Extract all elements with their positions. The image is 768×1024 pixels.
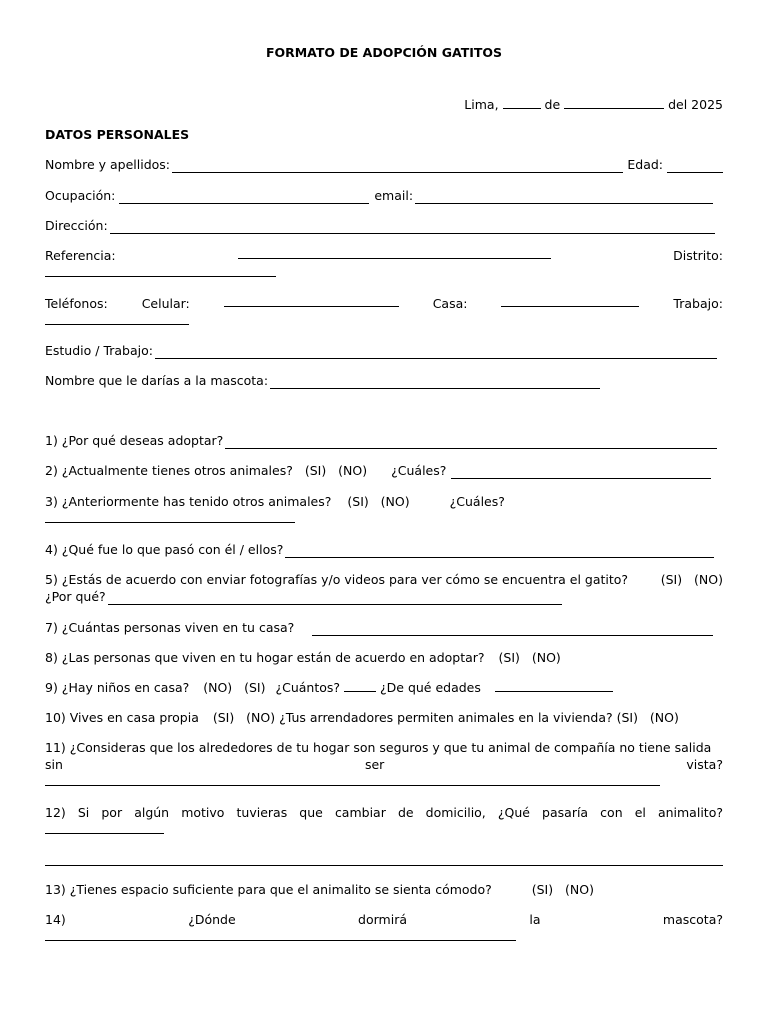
reference-district-line: Referencia: Distrito: xyxy=(45,248,723,263)
question-14: 14) ¿Dónde dormirá la mascota? xyxy=(45,912,723,927)
question-3: 3) ¿Anteriormente has tenido otros animales? (SI) (NO) ¿Cuáles? xyxy=(45,494,505,509)
name-field[interactable] xyxy=(172,161,623,173)
q12-answer-field-2[interactable] xyxy=(45,854,723,866)
q12-answer-line-2 xyxy=(45,853,723,870)
district-line xyxy=(45,264,723,281)
q2-which-field[interactable] xyxy=(451,467,711,479)
question-2: 2) ¿Actualmente tienes otros animales? (SI) (NO) ¿Cuáles? xyxy=(45,462,711,479)
q5-why-line: ¿Por qué? xyxy=(45,588,562,605)
q3-answer-line xyxy=(45,510,723,527)
question-10: 10) Vives en casa propia (SI) (NO) ¿Tus arrendadores permiten animales en la vivienda? (SI) (NO) xyxy=(45,710,679,725)
q7-answer-field[interactable] xyxy=(312,624,713,636)
pet-name-line: Nombre que le darías a la mascota: xyxy=(45,372,600,389)
mobile-field[interactable] xyxy=(224,295,399,307)
question-5: 5) ¿Estás de acuerdo con enviar fotografías y/o videos para ver cómo se encuentra el gatito? (SI) (NO) xyxy=(45,572,723,587)
question-9: 9) ¿Hay niños en casa? (NO) (SI) ¿Cuántos? ¿De qué edades xyxy=(45,679,723,696)
district-field[interactable] xyxy=(45,265,276,277)
occupation-email-line: Ocupación: email: xyxy=(45,187,713,204)
q9-count-field[interactable] xyxy=(344,680,376,692)
day-blank[interactable] xyxy=(503,97,541,109)
age-field[interactable] xyxy=(667,161,723,173)
q5-why-field[interactable] xyxy=(108,593,562,605)
study-work-line: Estudio / Trabajo: xyxy=(45,342,717,359)
q11-answer-line xyxy=(45,773,723,790)
question-4: 4) ¿Qué fue lo que pasó con él / ellos? xyxy=(45,541,714,558)
date-line: Lima, de del 2025 xyxy=(464,97,723,112)
question-8: 8) ¿Las personas que viven en tu hogar están de acuerdo en adoptar? (SI) (NO) xyxy=(45,650,561,665)
question-12: 12) Si por algún motivo tuvieras que cambiar de domicilio, ¿Qué pasaría con el animalito? xyxy=(45,805,723,820)
q14-answer-field[interactable] xyxy=(45,929,516,941)
q11-answer-field[interactable] xyxy=(45,774,660,786)
name-age-line: Nombre y apellidos: Edad: xyxy=(45,156,723,173)
question-1: 1) ¿Por qué deseas adoptar? xyxy=(45,432,717,449)
pet-name-field[interactable] xyxy=(270,377,600,389)
address-field[interactable] xyxy=(110,222,715,234)
work-phone-field[interactable] xyxy=(45,313,189,325)
work-phone-line xyxy=(45,312,723,329)
address-line: Dirección: xyxy=(45,217,715,234)
question-13: 13) ¿Tienes espacio suficiente para que el animalito se sienta cómodo? (SI) (NO) xyxy=(45,882,594,897)
occupation-field[interactable] xyxy=(119,192,369,204)
email-field[interactable] xyxy=(415,192,713,204)
q9-ages-field[interactable] xyxy=(495,680,613,692)
reference-field[interactable] xyxy=(238,247,551,259)
q1-answer-field[interactable] xyxy=(225,437,717,449)
section-personal-data: DATOS PERSONALES xyxy=(45,127,190,142)
q12-answer-line-1 xyxy=(45,821,723,838)
question-11: 11) ¿Consideras que los alrededores de tu hogar son seguros y que tu animal de compañía no tiene salida xyxy=(45,740,712,755)
month-blank[interactable] xyxy=(564,97,664,109)
q4-answer-field[interactable] xyxy=(285,546,714,558)
q12-answer-field-1[interactable] xyxy=(45,822,164,834)
study-work-field[interactable] xyxy=(155,347,717,359)
q11-continuation: sin ser vista? xyxy=(45,757,723,772)
q3-which-field[interactable] xyxy=(45,511,295,523)
question-7: 7) ¿Cuántas personas viven en tu casa? xyxy=(45,619,713,636)
home-phone-field[interactable] xyxy=(501,295,639,307)
q14-answer-line xyxy=(45,928,723,945)
phones-line: Teléfonos: Celular: Casa: Trabajo: xyxy=(45,296,723,311)
form-title: FORMATO DE ADOPCIÓN GATITOS xyxy=(265,45,503,60)
